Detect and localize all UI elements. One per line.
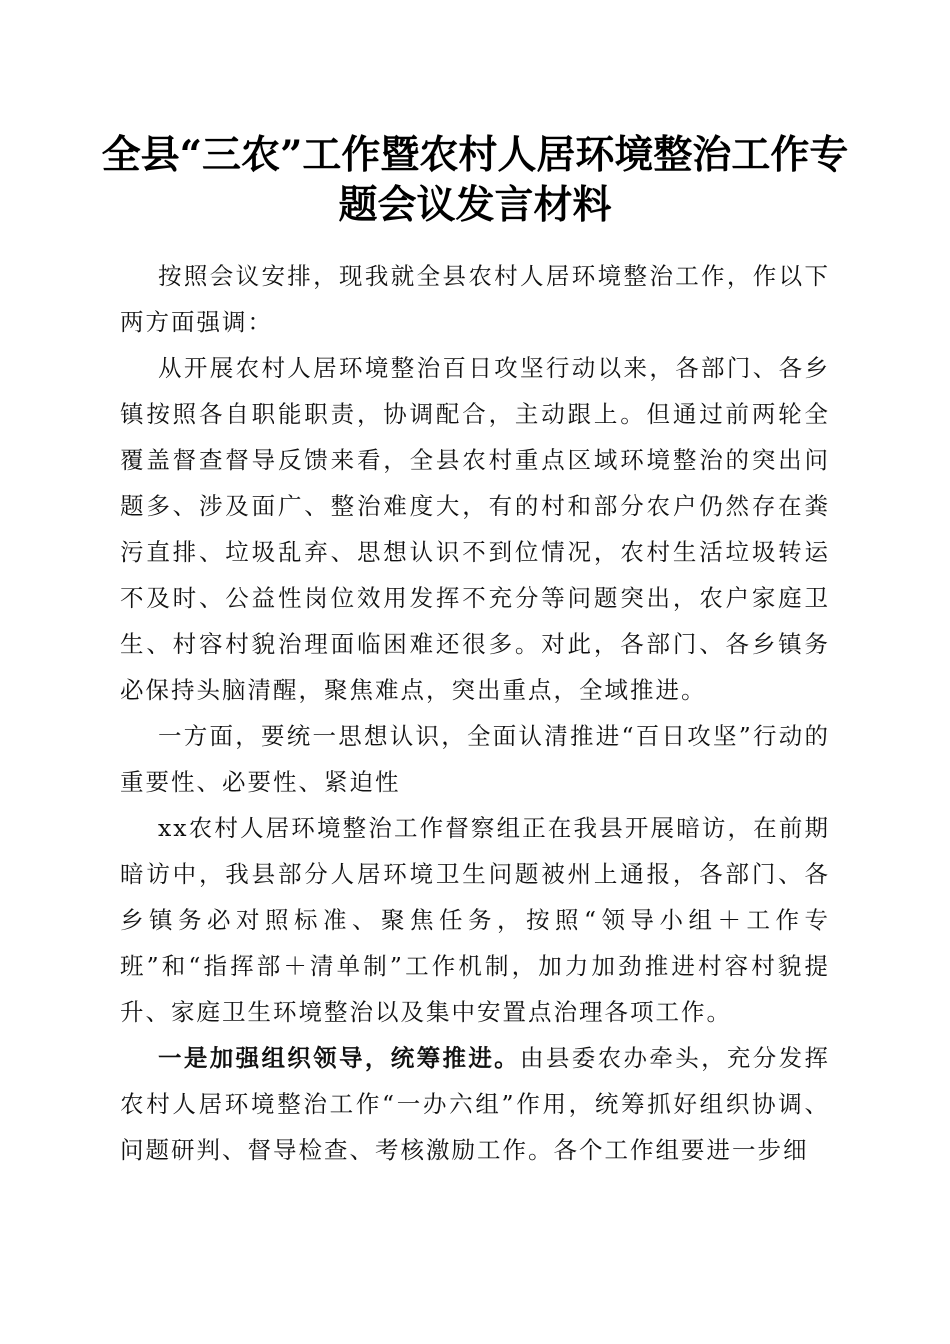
paragraph-background: 从开展农村人居环境整治百日攻坚行动以来，各部门、各乡镇按照各自职能职责，协调配合，主动跟上。但通过前两轮全覆盖督查督导反馈来看，全县农村重点区域环境整治的突出问题多、涉及面广、整治难度大，有的村和部分农户仍然存在粪污直排、垃圾乱弃、思想认识不到位情况，农村生活垃圾转运不及时、公益性岗位效用发挥不充分等问题突出，农户家庭卫生、村容村貌治理面临困难还很多。对此，各部门、各乡镇务必保持头脑清醒，聚焦难点，突出重点，全域推进。 — [120, 354, 830, 704]
document-body — [120, 253, 830, 1173]
point-one-text: 由县委农办牵头，充分发挥农村人居环境整治工作“一办六组”作用，统筹抓好组织协调、问题研判、督导检查、考核激励工作。各个工作组要进一步细 — [120, 1044, 831, 1164]
paragraph-section-heading: 一方面，要统一思想认识，全面认清推进“百日攻坚”行动的重要性、必要性、紧迫性 — [120, 722, 830, 796]
title-line-2: 题会议发言材料 — [338, 182, 612, 228]
title-line-1: 全县“三农”工作暨农村人居环境整治工作专 — [101, 132, 849, 178]
paragraph-point-one — [120, 1035, 830, 1173]
paragraph-inspection: xx农村人居环境整治工作督察组正在我县开展暗访，在前期暗访中，我县部分人居环境卫生问题被州上通报，各部门、各乡镇务必对照标准、聚焦任务，按照“领导小组＋工作专班”和“指挥部＋清单制”工作机制，加力加劲推进村容村貌提升、家庭卫生环境整治以及集中安置点治理各项工作。 — [120, 814, 830, 1026]
point-one-lead: 一是加强组织领导，统筹推进。 — [158, 1044, 521, 1072]
paragraph-intro: 按照会议安排，现我就全县农村人居环境整治工作，作以下两方面强调： — [120, 262, 830, 336]
document-title — [100, 130, 850, 230]
